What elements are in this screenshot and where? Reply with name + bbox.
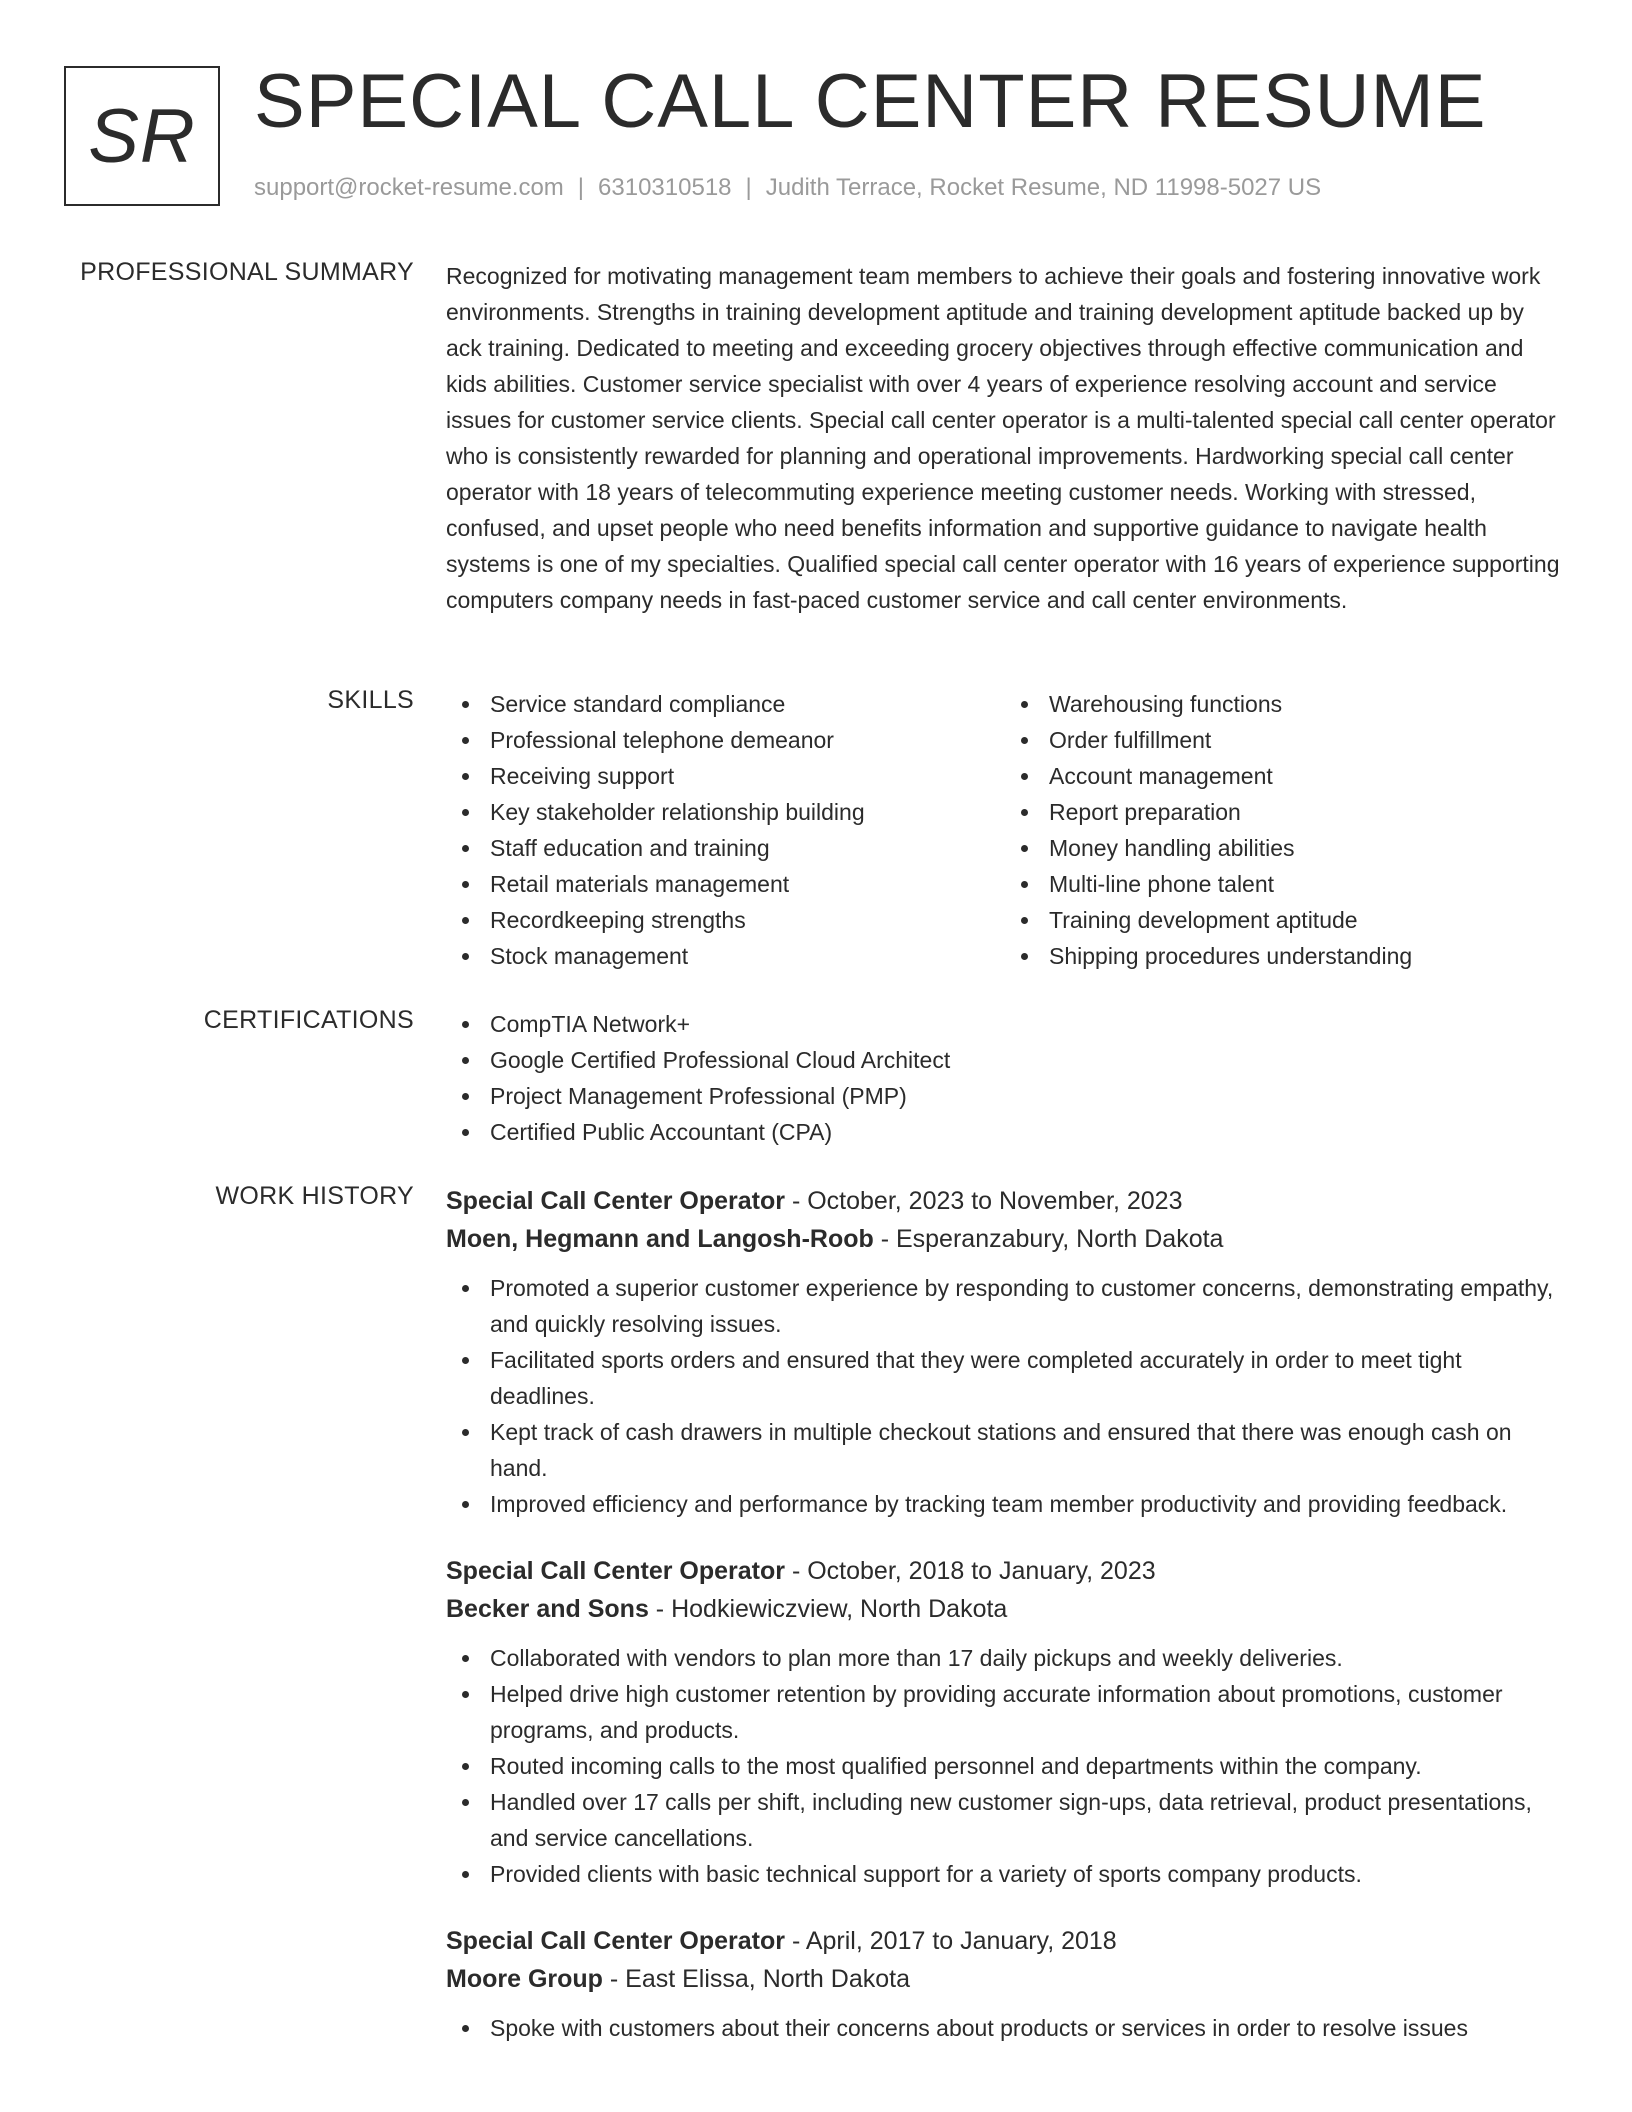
- certification-item: Project Management Professional (PMP): [490, 1078, 1564, 1114]
- skill-item: Warehousing functions: [1049, 686, 1564, 722]
- job-company: Moore Group: [446, 1965, 603, 1993]
- address: Judith Terrace, Rocket Resume, ND 11998-5027 US: [765, 174, 1322, 201]
- job-bullet: Collaborated with vendors to plan more than 17 daily pickups and weekly deliveries.: [490, 1640, 1564, 1676]
- job-bullets: [446, 1640, 1564, 1892]
- job-company-line: [446, 1960, 1564, 1998]
- certification-item: Google Certified Professional Cloud Architect: [490, 1042, 1564, 1078]
- job-company-line: [446, 1590, 1564, 1628]
- job-bullet: Provided clients with basic technical support for a variety of sports company products.: [490, 1856, 1564, 1892]
- job-title: Special Call Center Operator: [446, 1927, 786, 1955]
- certification-item: CompTIA Network+: [490, 1006, 1564, 1042]
- job-bullet: Facilitated sports orders and ensured that they were completed accurately in order to meet tight deadlines.: [490, 1342, 1564, 1414]
- job-bullet: Improved efficiency and performance by tracking team member productivity and providing feedback.: [490, 1486, 1564, 1522]
- job-bullet: Helped drive high customer retention by providing accurate information about promotions, customer programs, and products.: [490, 1676, 1564, 1748]
- summary-body: [446, 258, 1564, 618]
- job-bullets: [446, 2010, 1564, 2046]
- job-bullets: [446, 1270, 1564, 1522]
- job-dates: - April, 2017 to January, 2018: [785, 1927, 1117, 1955]
- job-title-line: [446, 1182, 1564, 1220]
- certifications-body: [446, 1006, 1564, 1150]
- skill-item: Service standard compliance: [490, 686, 1005, 722]
- skill-item: Retail materials management: [490, 866, 1005, 902]
- job-location: - Hodkiewiczview, North Dakota: [648, 1595, 1008, 1623]
- skill-item: Professional telephone demeanor: [490, 722, 1005, 758]
- job-dates: - October, 2018 to January, 2023: [785, 1557, 1156, 1585]
- skills-list-left: [446, 686, 1005, 974]
- skill-item: Key stakeholder relationship building: [490, 794, 1005, 830]
- job-bullet: Routed incoming calls to the most qualified personnel and departments within the company.: [490, 1748, 1564, 1784]
- skill-item: Account management: [1049, 758, 1564, 794]
- skill-item: Money handling abilities: [1049, 830, 1564, 866]
- summary-text: Recognized for motivating management team members to achieve their goals and fostering innovative work environments. Strengths in training development aptitude and training development aptitude backed up by ack training. Dedicated to meeting and exceeding grocery objectives through effective communication and kids abilities. Customer service specialist with over 4 years of experience resolving account and service issues for customer service clients. Special call center operator is a multi-talented special call center operator who is consistently rewarded for planning and operational improvements. Hardworking special call center operator with 18 years of telecommuting experience meeting customer needs. Working with stressed, confused, and upset people who need benefits information and supportive guidance to navigate health systems is one of my specialties. Qualified special call center operator with 16 years of experience supporting computers company needs in fast-paced customer service and call center environments.: [446, 263, 1560, 613]
- phone-number: 6310310518: [598, 174, 732, 201]
- resume-title: SPECIAL CALL CENTER RESUME: [254, 59, 1487, 144]
- skill-item: Training development aptitude: [1049, 902, 1564, 938]
- job-title: Special Call Center Operator: [446, 1187, 786, 1215]
- skill-item: Multi-line phone talent: [1049, 866, 1564, 902]
- contact-line: [254, 174, 1321, 202]
- job-title-line: [446, 1552, 1564, 1590]
- skill-item: Shipping procedures understanding: [1049, 938, 1564, 974]
- skills-body: [446, 686, 1564, 974]
- certification-item: Certified Public Accountant (CPA): [490, 1114, 1564, 1150]
- job-title: Special Call Center Operator: [446, 1557, 786, 1585]
- skill-item: Receiving support: [490, 758, 1005, 794]
- job-bullet: Handled over 17 calls per shift, including new customer sign-ups, data retrieval, product presentations, and service cancellations.: [490, 1784, 1564, 1856]
- section-label-certifications: CERTIFICATIONS: [203, 1006, 414, 1034]
- job-entry: [446, 1922, 1564, 2046]
- job-company-line: [446, 1220, 1564, 1258]
- section-label-summary: PROFESSIONAL SUMMARY: [80, 258, 414, 286]
- job-company: Moen, Hegmann and Langosh-Roob: [446, 1225, 874, 1253]
- skill-item: Order fulfillment: [1049, 722, 1564, 758]
- section-label-skills: SKILLS: [327, 686, 414, 714]
- work-history-body: [446, 1182, 1564, 2076]
- separator: |: [577, 174, 585, 201]
- job-location: - East Elissa, North Dakota: [602, 1965, 910, 1993]
- job-company: Becker and Sons: [446, 1595, 649, 1623]
- job-entry: [446, 1552, 1564, 1892]
- job-bullet: Kept track of cash drawers in multiple checkout stations and ensured that there was enough cash on hand.: [490, 1414, 1564, 1486]
- job-title-line: [446, 1922, 1564, 1960]
- email-link[interactable]: support@rocket-resume.com: [254, 174, 564, 201]
- separator: |: [745, 174, 752, 201]
- skill-item: Recordkeeping strengths: [490, 902, 1005, 938]
- monogram-logo: SR: [64, 66, 220, 206]
- skills-list-right: [1005, 686, 1564, 974]
- section-label-work-history: WORK HISTORY: [215, 1182, 414, 1210]
- skill-item: Stock management: [490, 938, 1005, 974]
- skill-item: Report preparation: [1049, 794, 1564, 830]
- job-bullet: Spoke with customers about their concerns about products or services in order to resolve issues: [490, 2010, 1564, 2046]
- skill-item: Staff education and training: [490, 830, 1005, 866]
- job-bullet: Promoted a superior customer experience by responding to customer concerns, demonstrating empathy, and quickly resolving issues.: [490, 1270, 1564, 1342]
- job-entry: [446, 1182, 1564, 1522]
- certifications-list: [446, 1006, 1564, 1150]
- job-location: - Esperanzabury, North Dakota: [873, 1225, 1224, 1253]
- job-dates: - October, 2023 to November, 2023: [785, 1187, 1183, 1215]
